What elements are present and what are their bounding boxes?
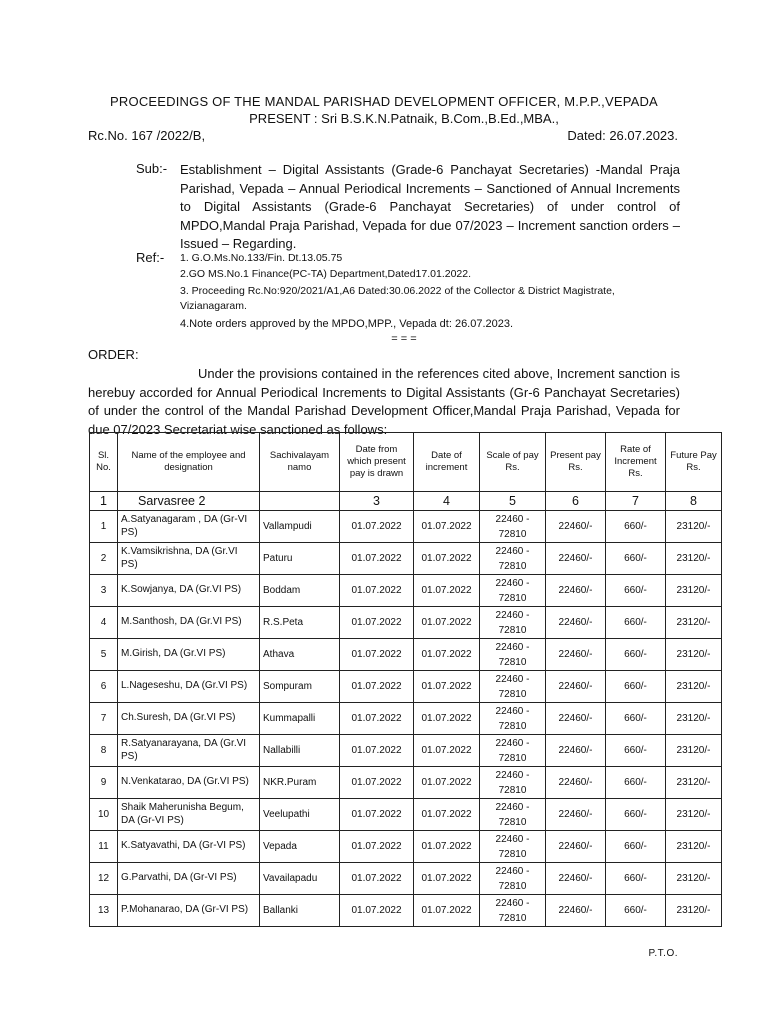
cell-employee-name: L.Nageseshu, DA (Gr.VI PS) <box>118 671 260 703</box>
reference-item-1: 1. G.O.Ms.No.133/Fin. Dt.13.05.75 <box>180 252 343 264</box>
document-date: Dated: 26.07.2023. <box>567 128 678 143</box>
cell-rate-of-increment: 660/- <box>606 895 666 927</box>
header-employee-name: Name of the employee and designation <box>118 433 260 492</box>
column-number: 1 <box>90 492 118 511</box>
column-number: 5 <box>480 492 546 511</box>
cell-sl-no: 7 <box>90 703 118 735</box>
column-number: 7 <box>606 492 666 511</box>
cell-employee-name: K.Sowjanya, DA (Gr.VI PS) <box>118 575 260 607</box>
cell-sachivalayam: Vallampudi <box>260 511 340 543</box>
cell-present-pay: 22460/- <box>546 671 606 703</box>
cell-future-pay: 23120/- <box>666 575 722 607</box>
cell-sl-no: 13 <box>90 895 118 927</box>
cell-rate-of-increment: 660/- <box>606 543 666 575</box>
table-row <box>90 639 722 671</box>
section-separator: = = = <box>391 333 417 345</box>
cell-date-increment: 01.07.2022 <box>414 799 480 831</box>
cell-scale-of-pay: 22460 - 72810 <box>480 863 546 895</box>
cell-present-pay: 22460/- <box>546 863 606 895</box>
cell-scale-of-pay: 22460 - 72810 <box>480 767 546 799</box>
cell-sachivalayam: Ballanki <box>260 895 340 927</box>
header-date-drawn: Date from which present pay is drawn <box>340 433 414 492</box>
cell-future-pay: 23120/- <box>666 767 722 799</box>
cell-date-drawn: 01.07.2022 <box>340 543 414 575</box>
reference-item-3: 3. Proceeding Rc.No:920/2021/A1,A6 Dated:30.06.2022 of the Collector & District Magistrate, Vizianagaram. <box>180 285 615 312</box>
cell-sachivalayam: R.S.Peta <box>260 607 340 639</box>
cell-employee-name: G.Parvathi, DA (Gr-VI PS) <box>118 863 260 895</box>
cell-sl-no: 8 <box>90 735 118 767</box>
cell-sachivalayam: Boddam <box>260 575 340 607</box>
cell-sachivalayam: NKR.Puram <box>260 767 340 799</box>
column-number-blank <box>260 492 340 511</box>
cell-present-pay: 22460/- <box>546 575 606 607</box>
column-number-sarvasree: Sarvasree 2 <box>118 492 260 511</box>
cell-future-pay: 23120/- <box>666 863 722 895</box>
cell-future-pay: 23120/- <box>666 543 722 575</box>
cell-sachivalayam: Paturu <box>260 543 340 575</box>
cell-date-increment: 01.07.2022 <box>414 735 480 767</box>
cell-date-drawn: 01.07.2022 <box>340 607 414 639</box>
cell-date-drawn: 01.07.2022 <box>340 895 414 927</box>
cell-date-increment: 01.07.2022 <box>414 895 480 927</box>
cell-scale-of-pay: 22460 - 72810 <box>480 799 546 831</box>
cell-future-pay: 23120/- <box>666 895 722 927</box>
column-number: 3 <box>340 492 414 511</box>
cell-scale-of-pay: 22460 - 72810 <box>480 639 546 671</box>
cell-sachivalayam: Vavailapadu <box>260 863 340 895</box>
column-number: 6 <box>546 492 606 511</box>
cell-rate-of-increment: 660/- <box>606 511 666 543</box>
cell-rate-of-increment: 660/- <box>606 703 666 735</box>
table-row <box>90 735 722 767</box>
cell-future-pay: 23120/- <box>666 607 722 639</box>
cell-present-pay: 22460/- <box>546 543 606 575</box>
cell-sl-no: 11 <box>90 831 118 863</box>
cell-sl-no: 10 <box>90 799 118 831</box>
present-officer: PRESENT : Sri B.S.K.N.Patnaik, B.Com.,B.Ed.,MBA., <box>249 111 559 126</box>
cell-date-drawn: 01.07.2022 <box>340 511 414 543</box>
cell-future-pay: 23120/- <box>666 671 722 703</box>
cell-future-pay: 23120/- <box>666 703 722 735</box>
table-row <box>90 799 722 831</box>
cell-sachivalayam: Nallabilli <box>260 735 340 767</box>
table-row <box>90 831 722 863</box>
cell-scale-of-pay: 22460 - 72810 <box>480 831 546 863</box>
cell-date-increment: 01.07.2022 <box>414 607 480 639</box>
cell-sl-no: 4 <box>90 607 118 639</box>
cell-future-pay: 23120/- <box>666 831 722 863</box>
cell-sachivalayam: Vepada <box>260 831 340 863</box>
increment-table <box>89 432 722 927</box>
cell-date-drawn: 01.07.2022 <box>340 767 414 799</box>
reference-item-4: 4.Note orders approved by the MPDO,MPP., Vepada dt: 26.07.2023. <box>180 318 514 330</box>
cell-rate-of-increment: 660/- <box>606 575 666 607</box>
table-row <box>90 863 722 895</box>
cell-employee-name: K.Vamsikrishna, DA (Gr.VI PS) <box>118 543 260 575</box>
table-row <box>90 575 722 607</box>
header-rate-of-increment: Rate of Increment Rs. <box>606 433 666 492</box>
cell-present-pay: 22460/- <box>546 767 606 799</box>
cell-present-pay: 22460/- <box>546 831 606 863</box>
cell-employee-name: R.Satyanarayana, DA (Gr.VI PS) <box>118 735 260 767</box>
cell-sl-no: 9 <box>90 767 118 799</box>
order-label: ORDER: <box>88 347 139 362</box>
cell-date-drawn: 01.07.2022 <box>340 639 414 671</box>
cell-date-increment: 01.07.2022 <box>414 543 480 575</box>
reference-item-2: 2.GO MS.No.1 Finance(PC-TA) Department,Dated17.01.2022. <box>180 268 472 280</box>
table-header-row <box>90 433 722 492</box>
table-row <box>90 543 722 575</box>
cell-scale-of-pay: 22460 - 72810 <box>480 607 546 639</box>
header-scale-of-pay: Scale of pay Rs. <box>480 433 546 492</box>
table-row <box>90 767 722 799</box>
cell-employee-name: N.Venkatarao, DA (Gr.VI PS) <box>118 767 260 799</box>
cell-date-drawn: 01.07.2022 <box>340 703 414 735</box>
cell-date-drawn: 01.07.2022 <box>340 799 414 831</box>
table-row <box>90 703 722 735</box>
subject-text: Establishment – Digital Assistants (Grade-6 Panchayat Secretaries) -Mandal Praja Parishad, Vepada – Annual Periodical Increments – Sanctioned of Annual Increments to Digital Assistants (Grade-6 Panchayat Secretaries) of under control of MPDO,Mandal Praja Parishad, Vepada for due 07/2023 – Increment sanction orders – Issued – Regarding. <box>180 162 680 251</box>
header-sl-no: Sl. No. <box>90 433 118 492</box>
cell-sl-no: 12 <box>90 863 118 895</box>
cell-rate-of-increment: 660/- <box>606 799 666 831</box>
page-turn-over: P.T.O. <box>648 948 678 959</box>
header-future-pay: Future Pay Rs. <box>666 433 722 492</box>
cell-employee-name: M.Santhosh, DA (Gr.VI PS) <box>118 607 260 639</box>
column-number: 8 <box>666 492 722 511</box>
cell-sl-no: 6 <box>90 671 118 703</box>
cell-employee-name: M.Girish, DA (Gr.VI PS) <box>118 639 260 671</box>
cell-date-increment: 01.07.2022 <box>414 831 480 863</box>
header-date-increment: Date of increment <box>414 433 480 492</box>
cell-scale-of-pay: 22460 - 72810 <box>480 543 546 575</box>
cell-date-drawn: 01.07.2022 <box>340 863 414 895</box>
cell-scale-of-pay: 22460 - 72810 <box>480 575 546 607</box>
references-label: Ref:- <box>136 250 165 265</box>
cell-rate-of-increment: 660/- <box>606 831 666 863</box>
proceedings-title: PROCEEDINGS OF THE MANDAL PARISHAD DEVELOPMENT OFFICER, M.P.P.,VEPADA <box>110 94 658 109</box>
cell-date-drawn: 01.07.2022 <box>340 671 414 703</box>
cell-present-pay: 22460/- <box>546 607 606 639</box>
cell-date-increment: 01.07.2022 <box>414 703 480 735</box>
cell-future-pay: 23120/- <box>666 735 722 767</box>
cell-present-pay: 22460/- <box>546 895 606 927</box>
cell-rate-of-increment: 660/- <box>606 863 666 895</box>
cell-future-pay: 23120/- <box>666 799 722 831</box>
cell-date-drawn: 01.07.2022 <box>340 735 414 767</box>
cell-employee-name: K.Satyavathi, DA (Gr-VI PS) <box>118 831 260 863</box>
reference-number: Rc.No. 167 /2022/B, <box>88 128 206 143</box>
cell-future-pay: 23120/- <box>666 639 722 671</box>
cell-rate-of-increment: 660/- <box>606 767 666 799</box>
header-sachivalayam: Sachivalayam namo <box>260 433 340 492</box>
table-row <box>90 511 722 543</box>
cell-rate-of-increment: 660/- <box>606 607 666 639</box>
cell-present-pay: 22460/- <box>546 639 606 671</box>
cell-sl-no: 2 <box>90 543 118 575</box>
table-row <box>90 671 722 703</box>
cell-date-increment: 01.07.2022 <box>414 511 480 543</box>
cell-sl-no: 1 <box>90 511 118 543</box>
cell-date-increment: 01.07.2022 <box>414 575 480 607</box>
cell-rate-of-increment: 660/- <box>606 671 666 703</box>
cell-sachivalayam: Kummapalli <box>260 703 340 735</box>
cell-sl-no: 5 <box>90 639 118 671</box>
table-row <box>90 607 722 639</box>
cell-employee-name: A.Satyanagaram , DA (Gr-VI PS) <box>118 511 260 543</box>
cell-scale-of-pay: 22460 - 72810 <box>480 735 546 767</box>
cell-date-increment: 01.07.2022 <box>414 639 480 671</box>
cell-date-increment: 01.07.2022 <box>414 671 480 703</box>
column-number-row <box>90 492 722 511</box>
cell-sachivalayam: Veelupathi <box>260 799 340 831</box>
table-row <box>90 895 722 927</box>
cell-present-pay: 22460/- <box>546 799 606 831</box>
cell-rate-of-increment: 660/- <box>606 735 666 767</box>
column-number: 4 <box>414 492 480 511</box>
cell-scale-of-pay: 22460 - 72810 <box>480 511 546 543</box>
cell-sachivalayam: Athava <box>260 639 340 671</box>
cell-scale-of-pay: 22460 - 72810 <box>480 671 546 703</box>
cell-present-pay: 22460/- <box>546 735 606 767</box>
cell-date-increment: 01.07.2022 <box>414 767 480 799</box>
cell-rate-of-increment: 660/- <box>606 639 666 671</box>
cell-date-drawn: 01.07.2022 <box>340 575 414 607</box>
cell-sachivalayam: Sompuram <box>260 671 340 703</box>
order-text: Under the provisions contained in the references cited above, Increment sanction is herebuy accorded for Annual Periodical Increments to Digital Assistants (Gr-6 Panchayat Secretaries) of under the control of the Mandal Parishad Development Officer,Mandal Praja Parishad, Vepada for due 07/2023 Secretariat wise sanctioned as follows: <box>88 366 680 437</box>
cell-future-pay: 23120/- <box>666 511 722 543</box>
cell-scale-of-pay: 22460 - 72810 <box>480 895 546 927</box>
cell-employee-name: P.Mohanarao, DA (Gr-VI PS) <box>118 895 260 927</box>
cell-present-pay: 22460/- <box>546 511 606 543</box>
cell-employee-name: Ch.Suresh, DA (Gr.VI PS) <box>118 703 260 735</box>
header-present-pay: Present pay Rs. <box>546 433 606 492</box>
cell-scale-of-pay: 22460 - 72810 <box>480 703 546 735</box>
cell-date-increment: 01.07.2022 <box>414 863 480 895</box>
subject-label: Sub:- <box>136 161 168 176</box>
cell-present-pay: 22460/- <box>546 703 606 735</box>
cell-sl-no: 3 <box>90 575 118 607</box>
cell-date-drawn: 01.07.2022 <box>340 831 414 863</box>
cell-employee-name: Shaik Maherunisha Begum, DA (Gr-VI PS) <box>118 799 260 831</box>
